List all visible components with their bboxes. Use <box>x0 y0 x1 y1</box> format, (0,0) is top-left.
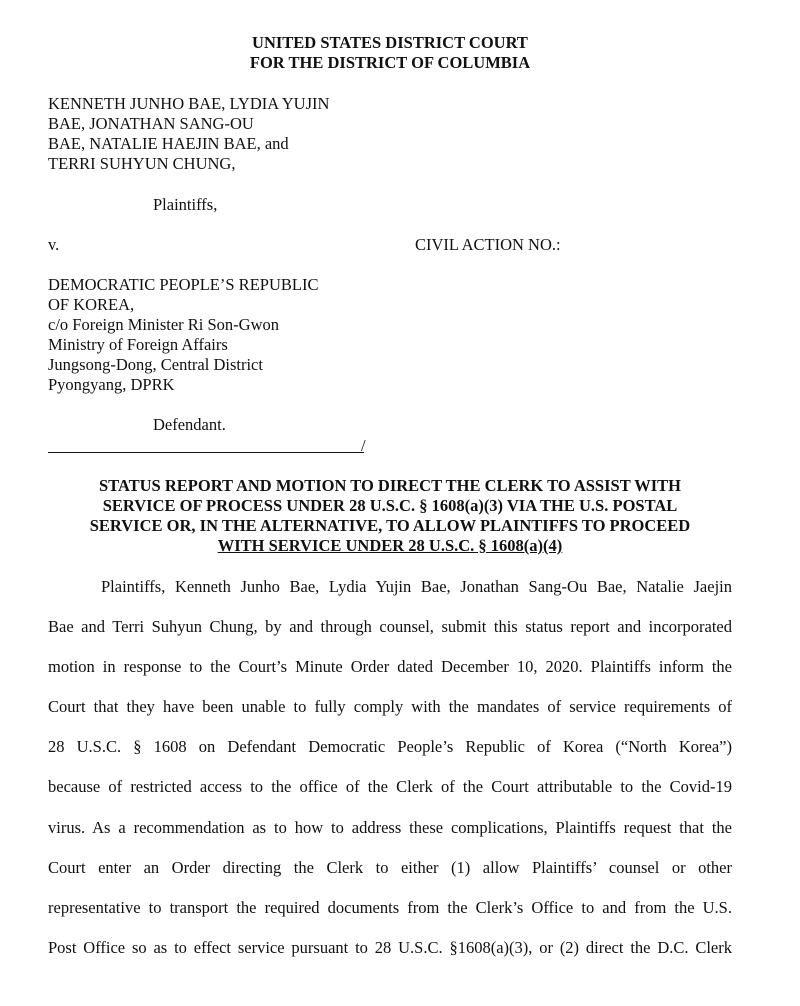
body-text-line: Bae and Terri Suhyun Chung, by and through counsel, submit this status report and incorporated <box>48 617 732 636</box>
body-text-line: Post Office so as to effect service pursuant to 28 U.S.C. §1608(a)(3), or (2) direct the D.C. Clerk <box>48 938 732 957</box>
motion-title-line: STATUS REPORT AND MOTION TO DIRECT THE CLERK TO ASSIST WITH <box>98 476 681 495</box>
motion-title-line: SERVICE OR, IN THE ALTERNATIVE, TO ALLOW PLAINTIFFS TO PROCEED <box>89 516 691 535</box>
body-text-line: Plaintiffs, Kenneth Junho Bae, Lydia Yujin Bae, Jonathan Sang-Ou Bae, Natalie Jaejin <box>101 577 732 596</box>
plaintiff-name-line: BAE, JONATHAN SANG-OU <box>48 114 254 133</box>
body-text-line: representative to transport the required documents from the Clerk’s Office to and from the U.S. <box>48 898 732 917</box>
court-name-line-1: UNITED STATES DISTRICT COURT <box>252 33 528 52</box>
motion-title-line: SERVICE OF PROCESS UNDER 28 U.S.C. § 1608(a)(3) VIA THE U.S. POSTAL <box>102 496 678 515</box>
versus-label: v. <box>48 235 60 254</box>
defendant-line: Jungsong-Dong, Central District <box>48 355 263 374</box>
plaintiff-name-line: KENNETH JUNHO BAE, LYDIA YUJIN <box>48 94 330 113</box>
defendant-line: Pyongyang, DPRK <box>48 375 175 394</box>
civil-action-number: CIVIL ACTION NO.: <box>415 235 561 254</box>
defendant-line: OF KOREA, <box>48 295 135 314</box>
court-name-line-2: FOR THE DISTRICT OF COLUMBIA <box>249 53 531 72</box>
body-text-line: because of restricted access to the office of the Clerk of the Court attributable to the Covid-19 <box>48 777 732 796</box>
motion-title-line <box>0 536 780 556</box>
motion-title-underlined: WITH SERVICE UNDER 28 U.S.C. § 1608(a)(4) <box>217 536 563 555</box>
defendant-line: DEMOCRATIC PEOPLE’S REPUBLIC <box>48 275 319 294</box>
plaintiffs-label: Plaintiffs, <box>153 195 218 214</box>
body-text-line: 28 U.S.C. § 1608 on Defendant Democratic People’s Republic of Korea (“North Korea”) <box>48 737 732 756</box>
body-text-line: Court enter an Order directing the Clerk to either (1) allow Plaintiffs’ counsel or other <box>48 858 732 877</box>
plaintiff-name-line: TERRI SUHYUN CHUNG, <box>48 154 236 173</box>
caption-divider <box>48 452 364 453</box>
defendant-line: c/o Foreign Minister Ri Son-Gwon <box>48 315 279 334</box>
caption-slash: / <box>361 436 366 455</box>
defendant-line: Ministry of Foreign Affairs <box>48 335 228 354</box>
body-text-line: virus. As a recommendation as to how to address these complications, Plaintiffs request that the <box>48 818 732 837</box>
plaintiff-name-line: BAE, NATALIE HAEJIN BAE, and <box>48 134 289 153</box>
defendant-label: Defendant. <box>153 415 226 434</box>
body-text-line: Court that they have been unable to fully comply with the mandates of service requirements of <box>48 697 732 716</box>
body-text-line: motion in response to the Court’s Minute Order dated December 10, 2020. Plaintiffs inform the <box>48 657 732 676</box>
